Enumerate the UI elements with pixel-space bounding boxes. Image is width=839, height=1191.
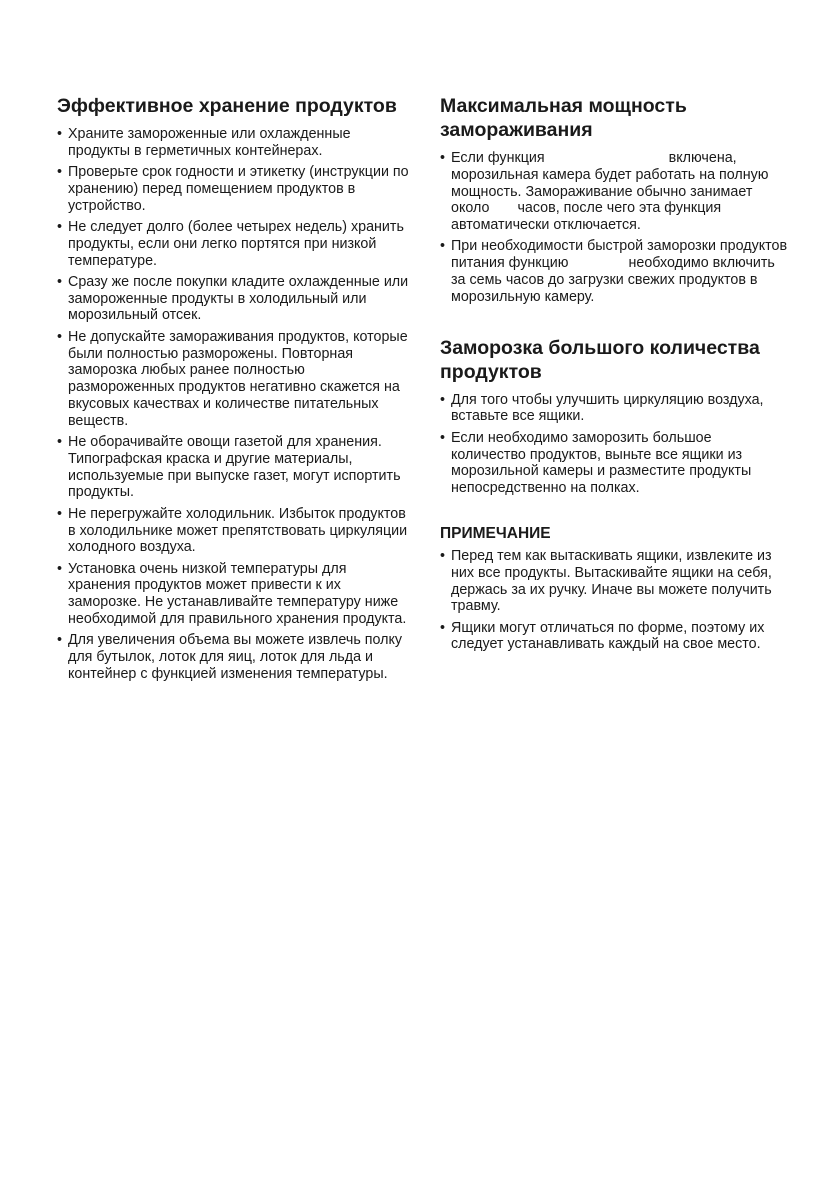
bulk-freeze-section (440, 336, 790, 497)
list-item: • При необходимости быстрой заморозки продуктов питания функцию необходимо включить за семь часов до загрузки свежих продуктов в морозильную камеру. (440, 238, 788, 305)
right-column (440, 94, 790, 658)
storage-tips-list (57, 126, 409, 683)
note-list (440, 548, 790, 653)
list-item: • Проверьте срок годности и этикетку (инструкции по хранению) перед помещением продуктов в устройство. (57, 164, 409, 214)
left-column (57, 94, 409, 687)
bullet-icon: • (440, 391, 446, 408)
bullet-icon: • (57, 218, 63, 235)
bullet-icon: • (57, 126, 63, 142)
bullet-icon: • (57, 505, 63, 522)
list-item: • Не оборачивайте овощи газетой для хранения. Типографская краска и другие материалы, используемые при выпуске газет, могут испортить продукты. (57, 434, 401, 501)
list-item: • Храните замороженные или охлажденные продукты в герметичных контейнерах. (57, 126, 351, 159)
list-item: • Не следует долго (более четырех недель) хранить продукты, если они легко портятся при низкой температуре. (57, 218, 404, 269)
list-item: • Для увеличения объема вы можете извлечь полку для бутылок, лоток для яиц, лоток для льда и контейнер с функцией изменения температуры. (57, 632, 403, 682)
list-item: • Для того чтобы улучшить циркуляцию воздуха, вставьте все ящики. (440, 391, 764, 425)
bulk-freeze-list (440, 392, 790, 497)
list-item: • Ящики могут отличаться по форме, поэтому их следует устанавливать каждый на свое место. (440, 619, 765, 653)
bullet-icon: • (57, 328, 63, 345)
bullet-icon: • (57, 434, 63, 451)
list-item: • Если необходимо заморозить большое количество продуктов, выньте все ящики из морозильной камеры и разместите продукты непосредственно на полках. (440, 429, 752, 497)
note-section (440, 524, 790, 653)
list-item: • Не допускайте замораживания продуктов, которые были полностью разморожены. Повторная заморозка любых ранее полностью размороженных продуктов негативно скажется на вкусовых качествах и количестве питательных веществ. (57, 328, 408, 429)
bulk-freeze-title: Заморозка большого количества продуктов (440, 336, 760, 383)
bullet-icon: • (440, 619, 446, 636)
max-freeze-list (440, 150, 790, 306)
bullet-icon: • (440, 150, 446, 166)
list-item: • Если функция включена, морозильная камера будет работать на полную мощность. Замораживание обычно занимает около часов, после чего эта функция автоматически отключается. (440, 150, 769, 234)
bullet-icon: • (57, 632, 63, 649)
storage-section-title: Эффективное хранение продуктов (57, 95, 397, 117)
note-title: ПРИМЕЧАНИЕ (440, 524, 551, 542)
bullet-icon: • (440, 547, 446, 564)
bullet-icon: • (57, 273, 63, 290)
list-item: • Не перегружайте холодильник. Избыток продуктов в холодильнике может препятствовать циркуляции холодного воздуха. (57, 505, 408, 556)
bullet-icon: • (57, 164, 63, 181)
bullet-icon: • (57, 560, 63, 577)
list-item: • Сразу же после покупки кладите охлажденные или замороженные продукты в холодильный или морозильный отсек. (57, 273, 409, 324)
list-item: • Установка очень низкой температуры для хранения продуктов может привести к их заморозке. Не устанавливайте температуру ниже необходимой для правильного хранения продукта. (57, 560, 407, 628)
list-item: • Перед тем как вытаскивать ящики, извлеките из них все продукты. Вытаскивайте ящики на себя, держась за их ручку. Иначе вы можете получить травму. (440, 547, 772, 615)
max-freeze-section (440, 94, 790, 306)
bullet-icon: • (440, 429, 446, 446)
bullet-icon: • (440, 238, 446, 255)
max-freeze-title: Максимальная мощность замораживания (440, 95, 687, 141)
